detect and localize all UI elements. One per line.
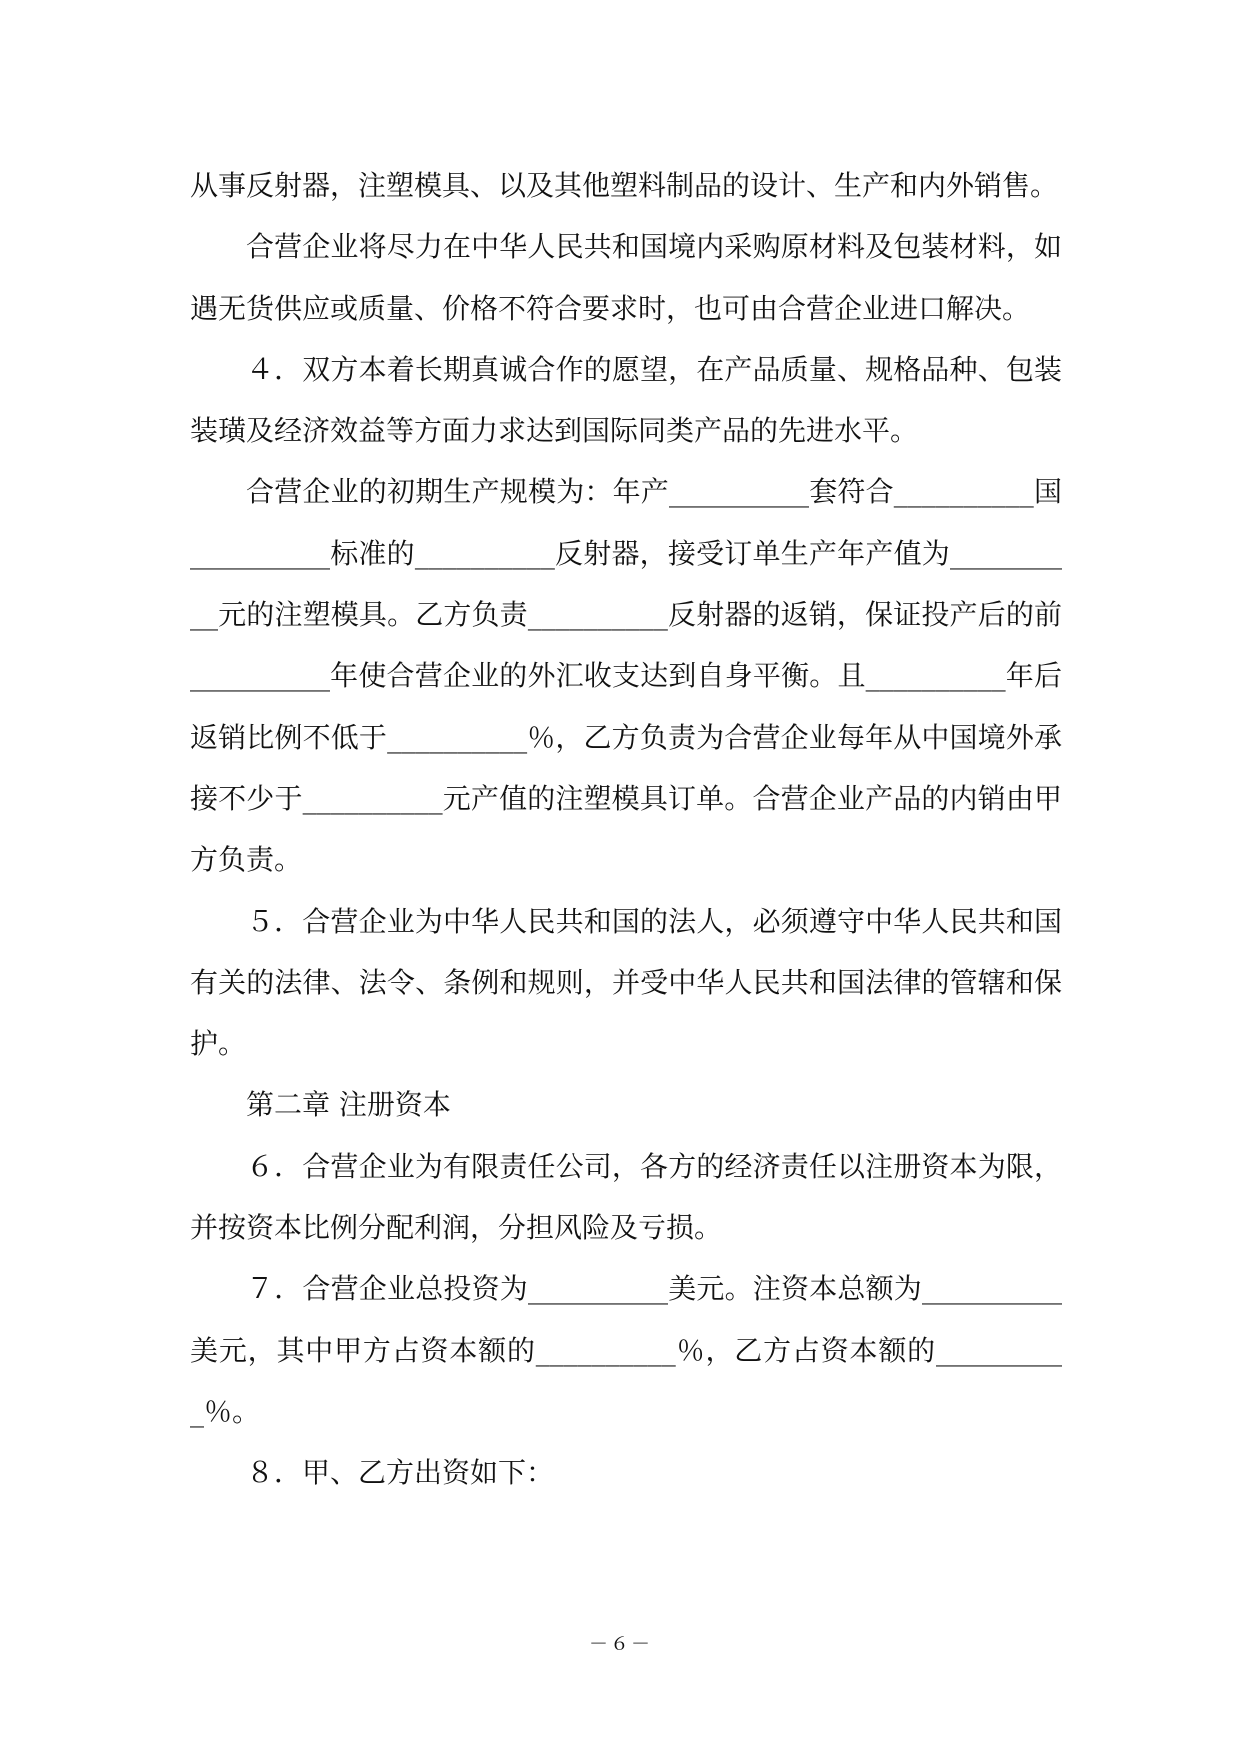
paragraph-business-scope: 从事反射器，注塑模具、以及其他塑料制品的设计、生产和内外销售。 [190, 169, 1059, 202]
chapter-heading: 第二章 注册资本 [246, 1088, 451, 1122]
page-number: －６－ [588, 1633, 652, 1655]
paragraph-clause-6: ６．合营企业为有限责任公司，各方的经济责任以注册资本为限，并按资本比例分配利润，分担风险及亏损。 [190, 1149, 1062, 1245]
document-body [190, 155, 1062, 1504]
paragraph-production-scale: 合营企业的初期生产规模为：年产__________套符合__________国__________标准的__________反射器，接受订单生产年产值为__________元的注塑模具。乙方负责__________反射器的返销，保证投产后的前__________年使合营企业的外汇收支达到自身平衡。且__________年后返销比例不低于__________％，乙方负责为合营企业每年从中国境外承接不少于__________元产值的注塑模具订单。合营企业产品的内销由甲方负责。 [190, 475, 1062, 877]
paragraph-clause-4: ４．双方本着长期真诚合作的愿望，在产品质量、规格品种、包装装璜及经济效益等方面力求达到国际同类产品的先进水平。 [190, 352, 1062, 448]
paragraph-clause-5: ５．合营企业为中华人民共和国的法人，必须遵守中华人民共和国有关的法律、法令、条例和规则，并受中华人民共和国法律的管辖和保护。 [190, 904, 1062, 1061]
paragraph-clause-7: ７．合营企业总投资为__________美元。注资本总额为__________美元，其中甲方占资本额的__________％，乙方占资本额的__________％。 [190, 1272, 1062, 1428]
paragraph-procurement: 合营企业将尽力在中华人民共和国境内采购原材料及包装材料，如遇无货供应或质量、价格不符合要求时，也可由合营企业进口解决。 [190, 230, 1062, 325]
paragraph-clause-8: ８．甲、乙方出资如下： [246, 1456, 555, 1490]
